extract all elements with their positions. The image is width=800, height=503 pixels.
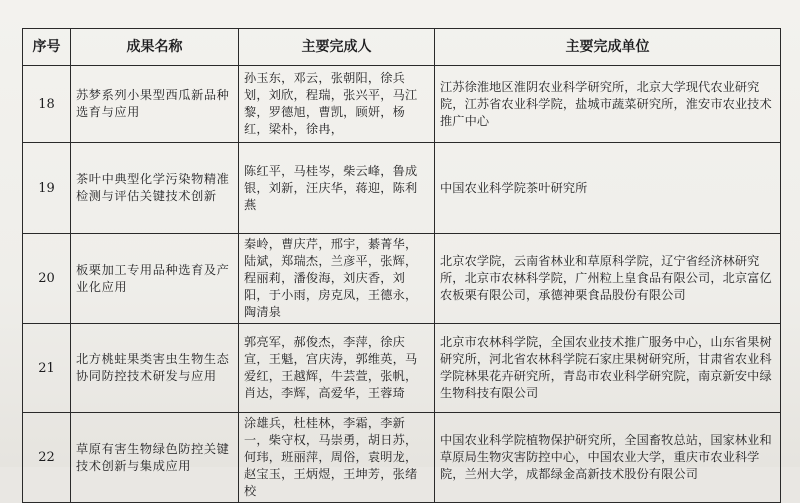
header-units: 主要完成单位 <box>435 29 781 66</box>
table-row <box>23 234 781 324</box>
main-contributors: 涂雄兵，杜桂林，李霜，李新一，柴守权，马崇勇，胡日苏，何玮，班丽萍，周俗，袁明龙，赵宝玉，王炳煜，王坤芳，张绪校 <box>239 413 435 503</box>
main-contributors: 秦岭，曹庆芹，邢宇，綦菁华，陆斌，郑瑞杰，兰彦平，张辉，程丽莉，潘俊海，刘庆香，刘阳，于小雨，房克凤，王德永，陶清泉 <box>239 234 435 324</box>
row-number: 22 <box>23 413 71 503</box>
row-number: 20 <box>23 234 71 324</box>
main-contributors: 孙玉东，邓云，张朝阳，徐兵划，刘欣，程瑞，张兴平，马江黎，罗德旭，曹凯，顾妍，杨红，梁朴，徐冉， <box>239 66 435 143</box>
main-units: 中国农业科学院茶叶研究所 <box>435 143 781 234</box>
row-number: 21 <box>23 324 71 413</box>
main-contributors: 陈红平，马桂岑，柴云峰，鲁成银，刘新，汪庆华，蒋迎，陈利燕 <box>239 143 435 234</box>
achievement-name: 北方桃蛀果类害虫生物生态协同防控技术研发与应用 <box>71 324 239 413</box>
header-name: 成果名称 <box>71 29 239 66</box>
main-units: 北京农学院，云南省林业和草原科学院，辽宁省经济林研究所，北京市农林科学院，广州粒上皇食品有限公司，北京富亿农板栗有限公司，承德神栗食品股份有限公司 <box>435 234 781 324</box>
table-row <box>23 66 781 143</box>
table-row <box>23 324 781 413</box>
achievement-name: 茶叶中典型化学污染物精准检测与评估关键技术创新 <box>71 143 239 234</box>
achievement-name: 苏梦系列小果型西瓜新品种选育与应用 <box>71 66 239 143</box>
row-number: 19 <box>23 143 71 234</box>
achievement-name: 板栗加工专用品种选育及产业化应用 <box>71 234 239 324</box>
header-row <box>23 29 781 66</box>
header-people: 主要完成人 <box>239 29 435 66</box>
main-units: 江苏徐淮地区淮阴农业科学研究所，北京大学现代农业研究院，江苏省农业科学院，盐城市蔬菜研究所，淮安市农业技术推广中心 <box>435 66 781 143</box>
achievement-name: 草原有害生物绿色防控关键技术创新与集成应用 <box>71 413 239 503</box>
table-row <box>23 413 781 503</box>
main-units: 中国农业科学院植物保护研究所，全国畜牧总站，国家林业和草原局生物灾害防控中心，中国农业大学，重庆市农业科学院，兰州大学，成都绿金高新技术股份有限公司 <box>435 413 781 503</box>
main-contributors: 郭亮军，郝俊杰，李萍，徐庆宣，王魁，宫庆涛，郭维英，马爱红，王越辉，牛芸萱，张帆，肖达，李辉，高爱华，王蓉琦 <box>239 324 435 413</box>
table-row <box>23 143 781 234</box>
achievements-table <box>22 28 781 503</box>
row-number: 18 <box>23 66 71 143</box>
main-units: 北京市农林科学院，全国农业技术推广服务中心，山东省果树研究所，河北省农林科学院石家庄果树研究所，甘肃省农业科学院林果花卉研究所，青岛市农业科学研究院，南京新安中绿生物科技有限公司 <box>435 324 781 413</box>
header-no: 序号 <box>23 29 71 66</box>
